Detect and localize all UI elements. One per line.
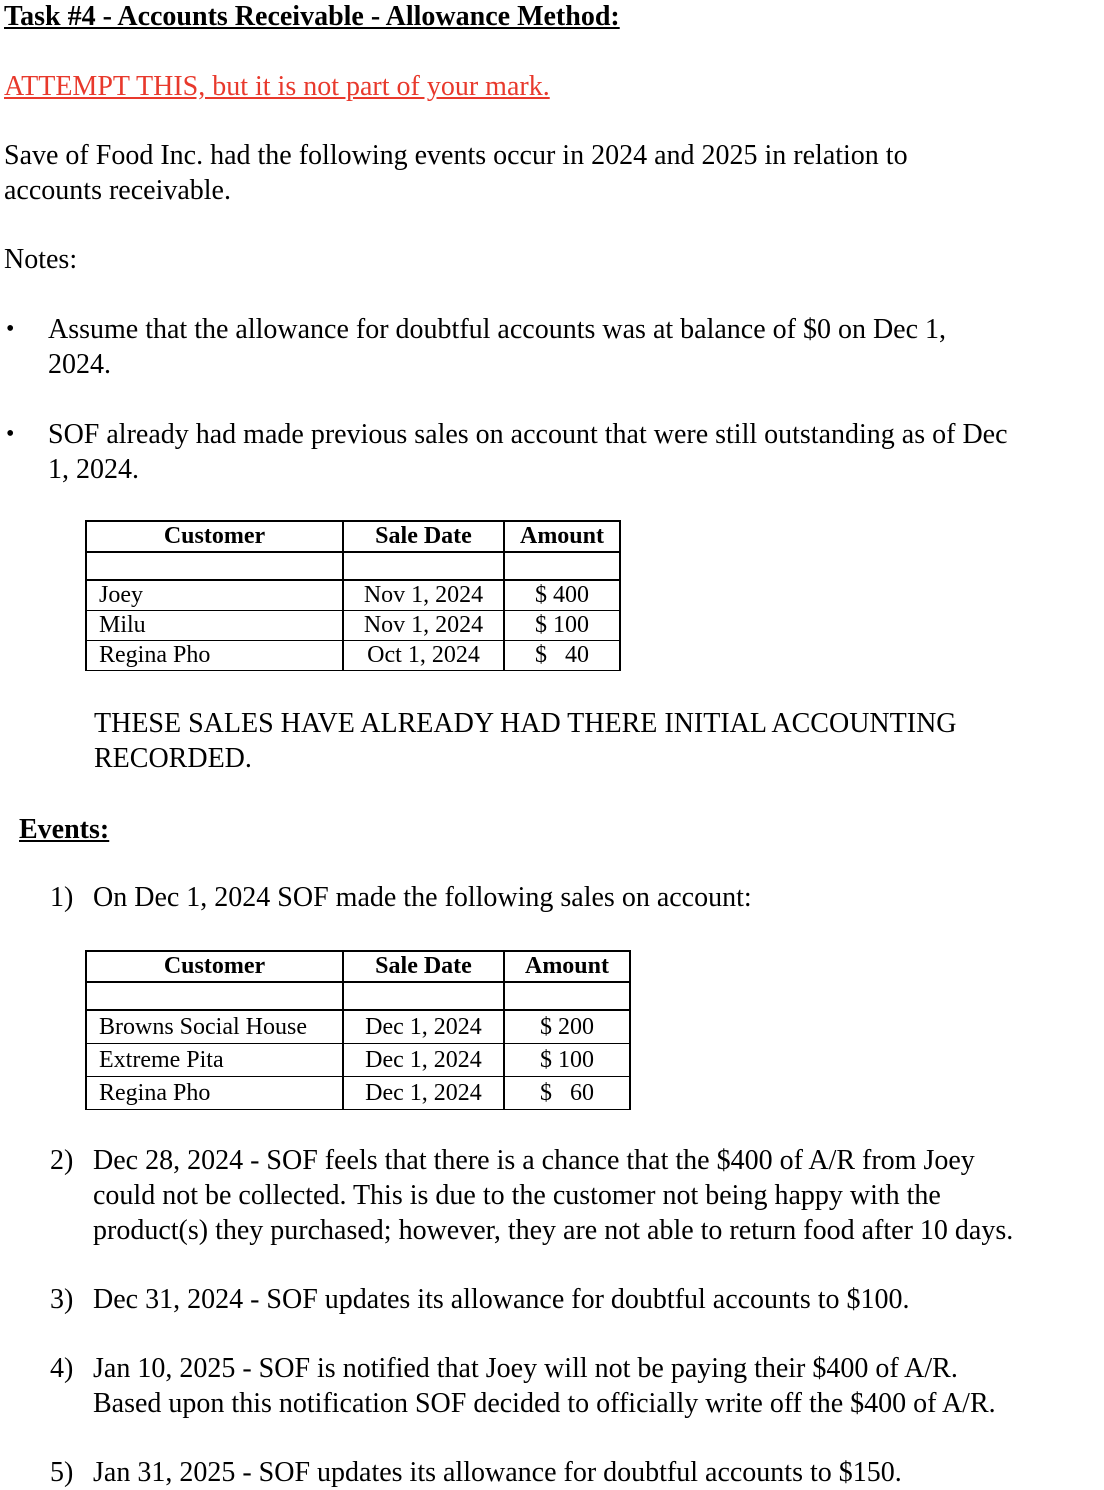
event-3-line-1: Dec 31, 2024 - SOF updates its allowance for doubtful accounts to $100. [93, 1284, 910, 1315]
table1-amount: $ 40 [504, 641, 620, 671]
table2-date: Dec 1, 2024 [343, 1044, 504, 1077]
prior-sales-table [85, 520, 621, 671]
table2-header-customer: Customer [86, 951, 343, 982]
notes-label: Notes: [4, 244, 78, 275]
table-row [86, 1010, 630, 1044]
table2-header-amount: Amount [504, 951, 630, 982]
table1-date: Oct 1, 2024 [343, 641, 504, 671]
bullet-2-marker: • [6, 421, 15, 447]
bullet-2-line-1: SOF already had made previous sales on account that were still outstanding as of Dec [48, 419, 1008, 450]
table-row [86, 641, 620, 671]
table2-date: Dec 1, 2024 [343, 1077, 504, 1110]
table-row [86, 1077, 630, 1110]
attempt-note: ATTEMPT THIS, but it is not part of your mark. [4, 71, 550, 102]
table1-amount: $ 100 [504, 611, 620, 641]
intro-line-2: accounts receivable. [4, 175, 231, 206]
table1-customer: Joey [86, 580, 343, 611]
event-2-number: 2) [50, 1145, 74, 1176]
table1-amount: $ 400 [504, 580, 620, 611]
table1-date: Nov 1, 2024 [343, 611, 504, 641]
bullet-1-marker: • [6, 316, 15, 342]
intro-line-1: Save of Food Inc. had the following events occur in 2024 and 2025 in relation to [4, 140, 908, 171]
event-4-number: 4) [50, 1353, 74, 1384]
bullet-2-line-2: 1, 2024. [48, 454, 139, 485]
recorded-note-line-2: RECORDED. [94, 743, 252, 774]
event-5-line-1: Jan 31, 2025 - SOF updates its allowance for doubtful accounts to $150. [93, 1457, 902, 1488]
event-2-line-1: Dec 28, 2024 - SOF feels that there is a chance that the $400 of A/R from Joey [93, 1145, 975, 1176]
table-row [86, 1044, 630, 1077]
table1-customer: Regina Pho [86, 641, 343, 671]
table1-header-customer: Customer [86, 521, 343, 552]
dec-sales-table [85, 950, 631, 1110]
event-2-line-3: product(s) they purchased; however, they are not able to return food after 10 days. [93, 1215, 1014, 1246]
event-1-line-1: On Dec 1, 2024 SOF made the following sales on account: [93, 882, 752, 913]
table1-header-sale-date: Sale Date [343, 521, 504, 552]
bullet-1-line-1: Assume that the allowance for doubtful accounts was at balance of $0 on Dec 1, [48, 314, 947, 345]
table1-date: Nov 1, 2024 [343, 580, 504, 611]
table2-amount: $ 200 [504, 1010, 630, 1044]
table-row [86, 611, 620, 641]
recorded-note-line-1: THESE SALES HAVE ALREADY HAD THERE INITIAL ACCOUNTING [94, 708, 957, 739]
table2-header-sale-date: Sale Date [343, 951, 504, 982]
event-1-number: 1) [50, 882, 74, 913]
table2-customer: Regina Pho [86, 1077, 343, 1110]
events-heading: Events: [19, 814, 110, 845]
table2-customer: Extreme Pita [86, 1044, 343, 1077]
table2-amount: $ 60 [504, 1077, 630, 1110]
table1-header-amount: Amount [504, 521, 620, 552]
event-3-number: 3) [50, 1284, 74, 1315]
event-5-number: 5) [50, 1457, 74, 1488]
table-row [86, 580, 620, 611]
task-title: Task #4 - Accounts Receivable - Allowance Method: [4, 1, 620, 32]
table2-amount: $ 100 [504, 1044, 630, 1077]
event-4-line-1: Jan 10, 2025 - SOF is notified that Joey will not be paying their $400 of A/R. [93, 1353, 958, 1384]
table2-customer: Browns Social House [86, 1010, 343, 1044]
bullet-1-line-2: 2024. [48, 349, 111, 380]
table1-customer: Milu [86, 611, 343, 641]
event-4-line-2: Based upon this notification SOF decided to officially write off the $400 of A/R. [93, 1388, 996, 1419]
event-2-line-2: could not be collected. This is due to the customer not being happy with the [93, 1180, 941, 1211]
table2-date: Dec 1, 2024 [343, 1010, 504, 1044]
